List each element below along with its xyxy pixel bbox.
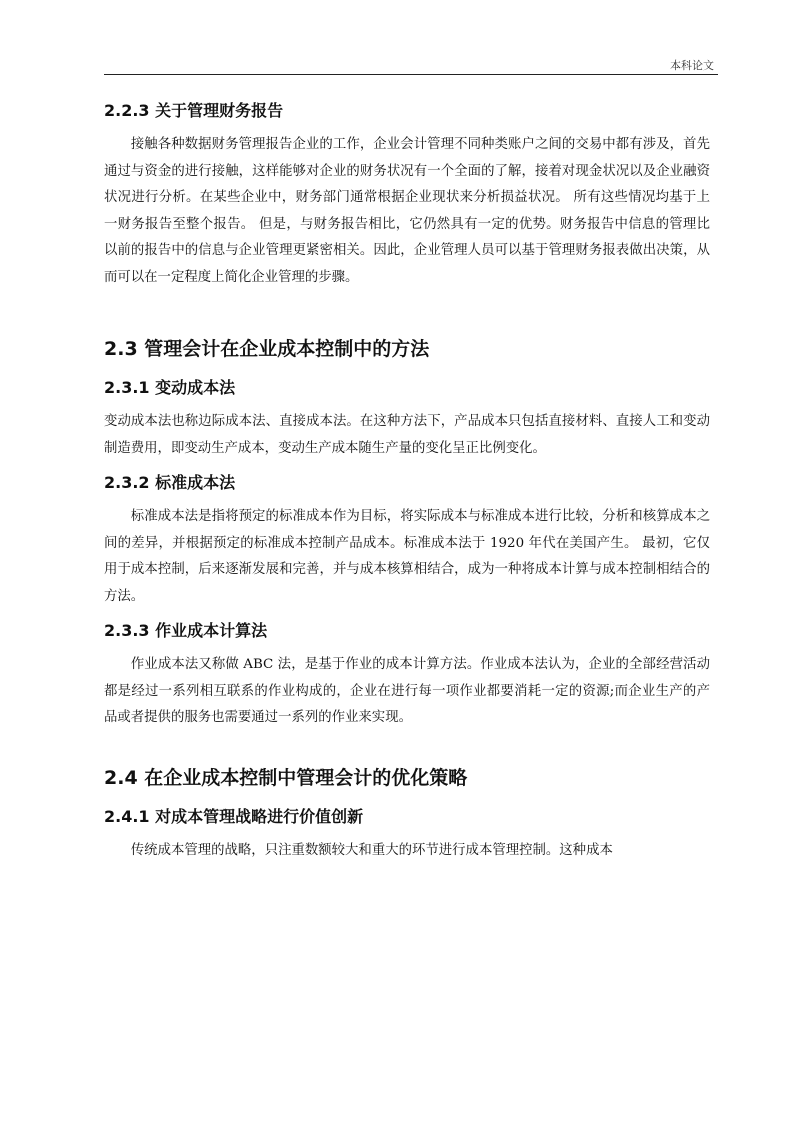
document-body: [104, 96, 710, 864]
heading-2-4-1: 2.4.1 对成本管理战略进行价值创新: [104, 806, 364, 826]
heading-2-2-3: 2.2.3 关于管理财务报告: [104, 101, 284, 120]
paragraph-2-4-1: 传统成本管理的战略，只注重数额较大和重大的环节进行成本管理控制。这种成本: [130, 842, 613, 858]
heading-2-3-2: 2.3.2 标准成本法: [104, 473, 236, 492]
heading-2-3-3: 2.3.3 作业成本计算法: [104, 621, 268, 640]
paragraph-2-3-1: 变动成本法也称边际成本法、直接成本法。在这种方法下，产品成本只包括直接材料、直接人工和变动制造费用，即变动生产成本，变动生产成本随生产量的变化呈正比例变化。: [104, 414, 710, 456]
paragraph-2-2-3: 接触各种数据财务管理报告企业的工作，企业会计管理不同种类账户之间的交易中都有涉及，首先通过与资金的进行接触，这样能够对企业的财务状况有一个全面的了解，接着对现金状况以及企业融资状况进行分析。在某些企业中，财务部门通常根据企业现状来分析损益状况。 所有这些情况均基于上一财务报告至整个报告。 但是，与财务报告相比，它仍然具有一定的优势。财务报告中信息的管理比以前的报告中的信息与企业管理更紧密相关。因此，企业管理人员可以基于管理财务报表做出决策，从而可以在一定程度上简化企业管理的步骤。: [104, 137, 710, 285]
heading-2-3-1: 2.3.1 变动成本法: [104, 378, 236, 397]
heading-2-4: 2.4 在企业成本控制中管理会计的优化策略: [104, 766, 468, 789]
paragraph-2-3-2: 标准成本法是指将预定的标准成本作为目标，将实际成本与标准成本进行比较，分析和核算成本之间的差异，并根据预定的标准成本控制产品成本。标准成本法于 1920 年代在美国产生。 最初，它仅用于成本控制，后来逐渐发展和完善，并与成本核算相结合，成为一种将成本计算与成本控制相结合的方法。: [104, 509, 710, 604]
paragraph-2-3-3: 作业成本法又称做 ABC 法，是基于作业的成本计算方法。作业成本法认为，企业的全部经营活动都是经过一系列相互联系的作业构成的，企业在进行每一项作业都要消耗一定的资源;而企业生产的产品或者提供的服务也需要通过一系列的作业来实现。: [104, 657, 710, 725]
heading-2-3: 2.3 管理会计在企业成本控制中的方法: [104, 338, 430, 360]
header-text: 本科论文: [670, 59, 714, 72]
page-header: [104, 52, 718, 75]
